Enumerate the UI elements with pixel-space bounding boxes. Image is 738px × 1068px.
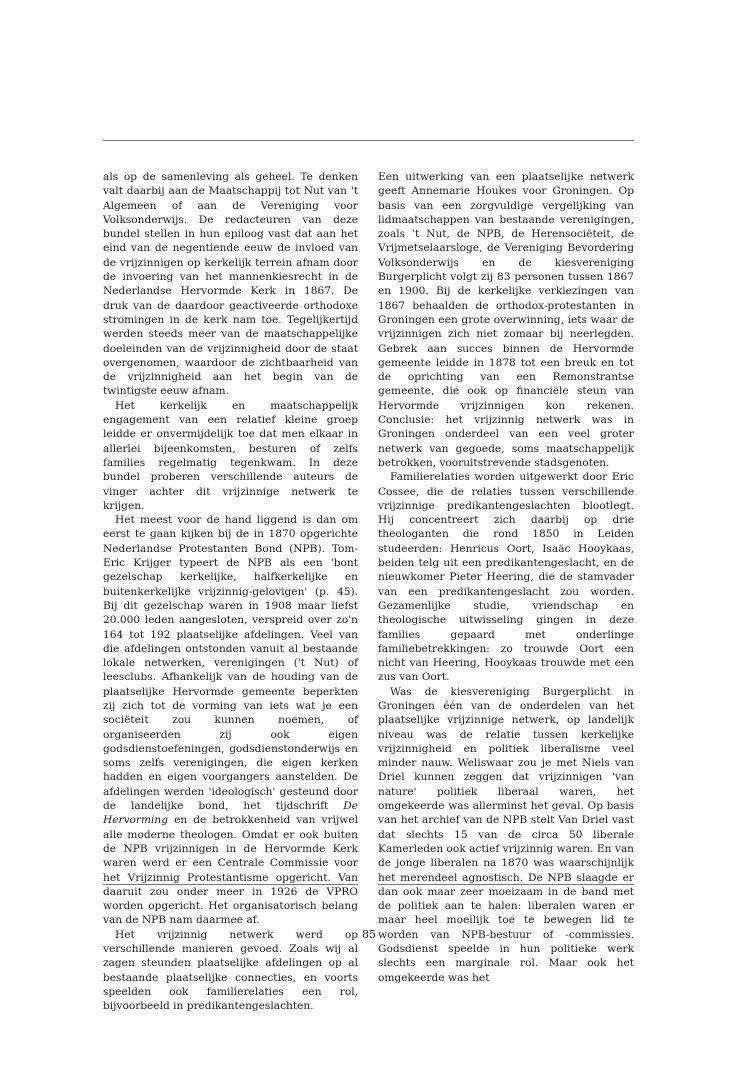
left-paragraph-3-text: Het meest voor de hand liggend is dan om eerst te gaan kijken bij de in 1870 opgerichte Nederlandse Protestanten Bond (NPB). Tom-Eric Krijger typeert de NPB als een 'bont gezelschap kerkelijke, halfkerkelijke en buitenkerkelijke vrijzinnig-gelovigen' (p. 45). Bij dit gezelschap waren in 1908 maar liefst 20.000 leden aangesloten, verspreid over zo'n 164 tot 192 plaatselijke afdelingen. Veel van die afdelingen ontstonden vanuit al bestaande lokale netwerken, verenigingen ('t Nut) of leesclubs. Afhankelijk van de houding van de plaatselijke Hervormde gemeente beperkten zij zich tot de vorming van iets wat je een sociëteit zou kunnen noemen, of organiseerden zij ook eigen godsdienstoefeningen, godsdienstonderwijs en soms zelfs verenigingen, die eigen kerken hadden en eigen voorgangers aanstelden. De afdelingen werden 'ideologisch' gesteund door de landelijke bond, het tijdschrift [103,514,358,813]
right-paragraph-1: Een uitwerking van een plaatselijke netwerk geeft Annemarie Houkes voor Groningen. Op basis van een zorgvuldige vergelijking van lidmaatschappen van bestaande verenigingen, zoals 't Nut, de NPB, de Herensociëteit, de Vrijmetselaarsloge, de Vereniging Bevordering Volksonderwijs en de kiesvereniging Burgerplicht volgt zij 83 personen tussen 1867 en 1900. Bij de kerkelijke verkiezingen van 1867 behaalden de orthodox-protestanten in Groningen een grote overwinning, iets waar de vrijzinnigen zich niet zomaar bij neerlegden. Gebrek aan succes binnen de Hervormde gemeente leidde in 1878 tot een breuk en tot de oprichting van een Remonstrantse gemeente, die ook op financiële steun van Hervormde vrijzinnigen kon rekenen. Conclusie: het vrijzinnig netwerk was in Groningen onderdeel van een veel groter netwerk van gegoede, soms maatschappelijk betrokken, vooruitstrevende stadsgenoten. [378,171,634,469]
footer-rule-right [378,884,634,885]
left-paragraph-4: Het vrijzinnig netwerk werd op verschillende manieren gevoed. Zoals wij al zagen steunden plaatselijke afdelingen op al bestaande plaatselijke connecties, en voorts speelden ook familierelaties een rol, bijvoorbeeld in predikantengeslachten. [103,928,358,1013]
left-paragraph-3-rest: en de betrokkenheid van vrijwel alle moderne theologen. Omdat er ook buiten de NPB vrijzinnigen in de Hervormde Kerk waren werd er een Centrale Commissie voor het Vrijzinnig Protestantisme opgericht. Van daaruit zou onder meer in 1926 de VPRO worden opgericht. Het organisatorisch belang van de NPB nam daarmee af. [103,814,358,927]
left-paragraph-2: Het kerkelijk en maatschappelijk engagement van een relatief kleine groep leidde er onvermijdelijk toe dat men elkaar in allerlei bijeenkomsten, besturen of zelfs families regelmatig tegenkwam. In deze bundel proberen verschillende auteurs de vinger achter dit vrijzinnige netwerk te krijgen. [103,399,358,512]
right-paragraph-2: Familierelaties worden uitgewerkt door Eric Cossee, die de relaties tussen verschillende vrijzinnige predikantengeslachten blootlegt. Hij concentreert zich daarbij op drie theologanten die rond 1850 in Leiden studeerden: Henricus Oort, Isaäc Hooykaas, beiden telg uit een predikantengeslacht, en de nieuwkomer Pieter Heering, die de stamvader van een predikantengeslacht zou worden. Gezamenlijke studie, vriendschap en theologische uitwisseling gingen in deze families gepaard met onderlinge familiebetrekkingen: zo trouwde Oort een nicht van Heering, Hooykaas trouwde met een zus van Oort. [378,471,634,684]
left-paragraph-1: als op de samenleving als geheel. Te denken valt daarbij aan de Maatschappij tot Nut van 't Algemeen of aan de Vereniging voor Volksonderwijs. De redacteuren van deze bundel stellen in hun epiloog vast dat aan het eind van de negentiende eeuw de invloed van de vrijzinnigen op kerkelijk terrein afnam door de invoering van het mannenkiesrecht in de Nederlandse Hervormde Kerk in 1867. De druk van de daardoor geactiveerde orthodoxe stromingen in de kerk nam toe. Tegelijkertijd werden steeds meer van de maatschappelijke doeleinden van de vrijzinnigheid door de staat overgenomen, waardoor de zichtbaarheid van de vrijzinnigheid aan het begin van de twintigste eeuw afnam. [103,171,358,398]
footer-rule-left [103,884,358,885]
left-column [103,170,358,1014]
right-column [378,170,634,985]
left-paragraph-3 [103,513,358,928]
right-paragraph-3: Was de kiesvereniging Burgerplicht in Groningen één van de onderdelen van het plaatselijke vrijzinnige netwerk, op landelijk niveau was de relatie tussen kerkelijke vrijzinnigheid en politiek liberalisme veel minder nauw. Weliswaar zou je met Niels van Driel kunnen zeggen dat vrijzinnigen 'van nature' politiek liberaal waren, het omgekeerde was allerminst het geval. Op basis van het archief van de NPB stelt Van Driel vast dat slechts 15 van de circa 50 liberale Kamerleden ook actief vrijzinnig waren. En van de jonge liberalen na 1870 was waarschijnlijk het merendeel agnostisch. De NPB slaagde er dan ook maar zeer moeizaam in de band met de politiek aan te halen: liberalen waren er maar heel moeilijk toe te bewegen lid te worden van NPB-bestuur of -commissies. Godsdienst speelde in hun politieke werk slechts een marginale rol. Maar ook het omgekeerde was het [378,685,634,984]
journal-title: De Hervorming [103,800,358,827]
header-rule [103,140,634,141]
page-number: 85 [362,928,376,941]
